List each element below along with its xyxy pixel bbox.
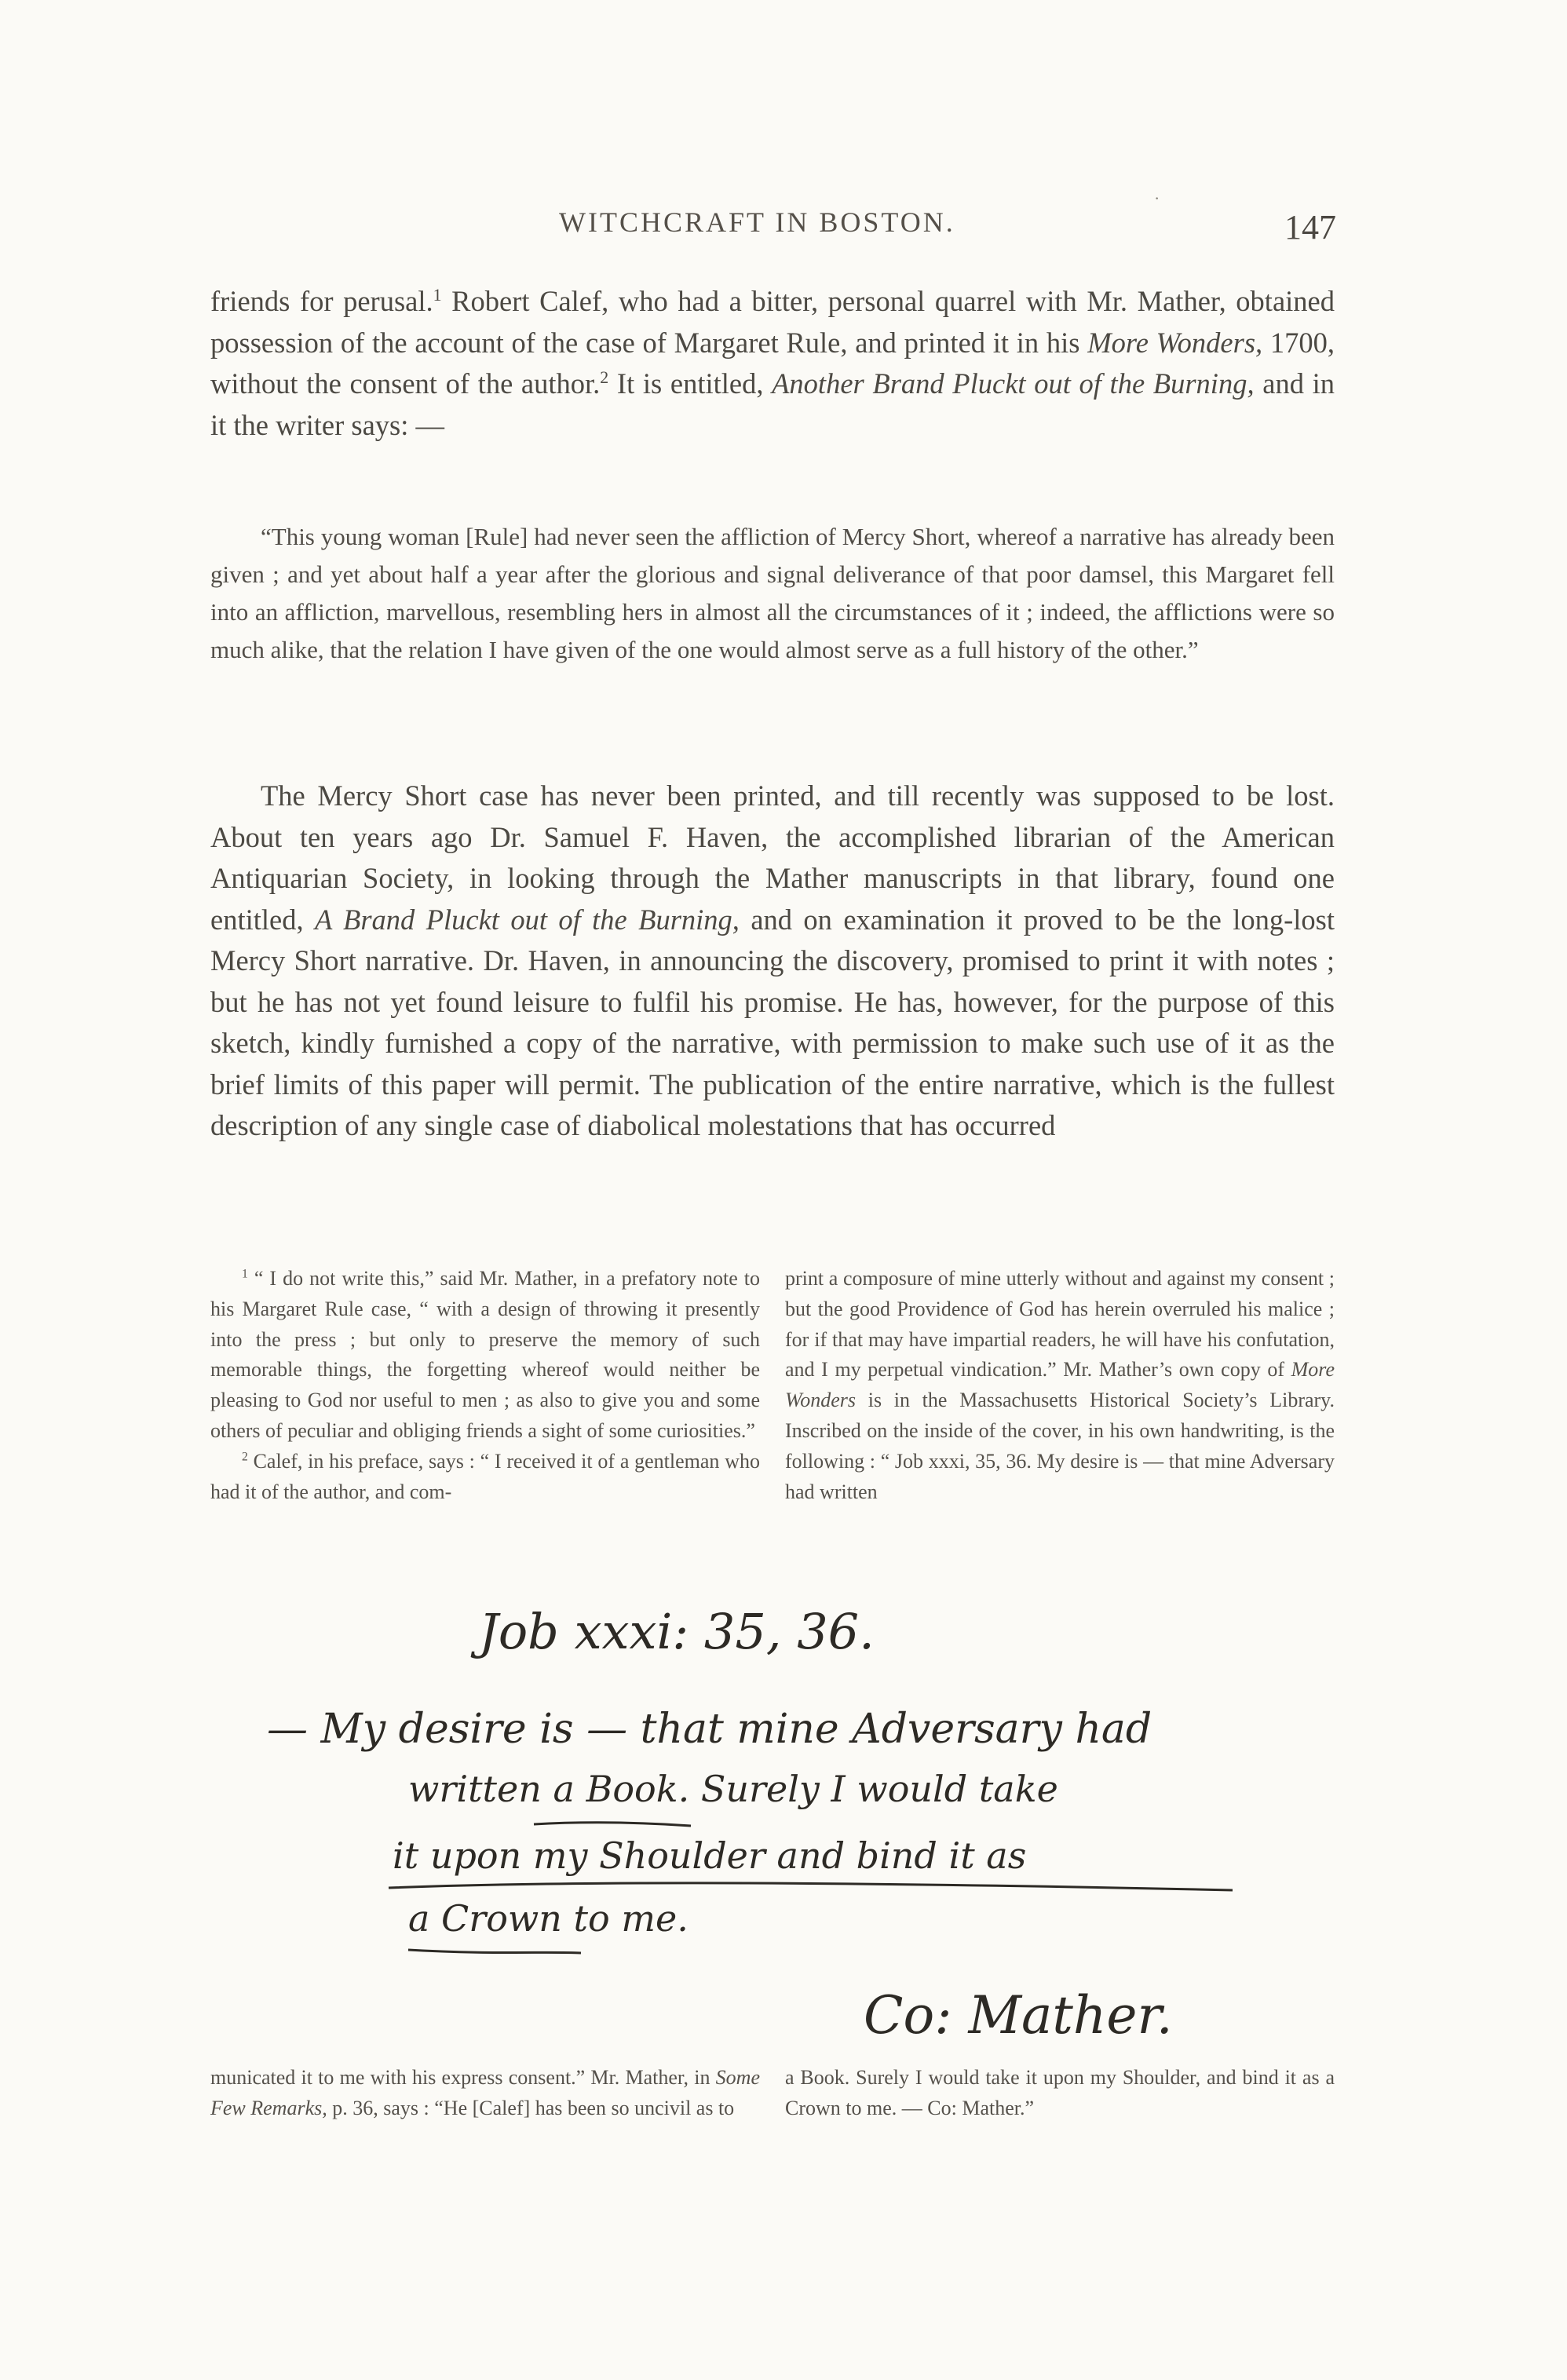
running-title: WITCHCRAFT IN BOSTON. — [559, 206, 955, 238]
book-title-more-wonders: More Wonders, — [1087, 326, 1263, 359]
underline-3 — [534, 1823, 691, 1826]
footnote-column-right — [785, 1264, 1335, 1507]
paragraph-2-text: The Mercy Short case has never been printed, and till recently was supposed to be lost. About ten years ago Dr. Samuel F. Haven, the accomplished librarian of the American Antiquarian Society, in looking through the Mather manuscripts in that library, found one entitled, A Brand Pluckt out of the Burning, and on examination it proved to be the long-lost Mercy Short narrative. Dr. Haven, in announcing the discovery, promised to print it with notes ; but he has not yet found leisure to fulfil his promise. He has, however, for the purpose of this sketch, kindly furnished a copy of the narrative, with permission to make such use of it as the brief limits of this paper will permit. The publication of the entire narrative, which is the fullest description of any single case of diabolical molestations that has occurred — [210, 779, 1335, 1141]
paragraph-1 — [210, 281, 1335, 446]
handwritten-line-4: it upon my Shoulder and bind it as — [393, 1834, 1027, 1877]
footnote-bottom-right: a Book. Surely I would take it upon my Shoulder, and bind it as a Crown to me. — Co: Mather.” — [785, 2066, 1335, 2119]
running-head — [209, 206, 1336, 253]
handwritten-line-5: a Crown to me. — [408, 1897, 689, 1940]
block-quote: “This young woman [Rule] had never seen the affliction of Mercy Short, whereof a narrative has already been given ; and yet about half a year after the glorious and signal deliverance of that poor damsel, this Margaret fell into an affliction, marvellous, resembling hers in almost all the circumstances of it ; indeed, the afflictions were so much alike, that the relation I have given of the one would almost serve as a full history of the other.” — [210, 523, 1335, 663]
handwritten-line-2: — My desire is — that mine Adversary had — [267, 1706, 1152, 1753]
handwriting-svg — [251, 1586, 1335, 2049]
footnote-column-left — [210, 1264, 760, 1507]
footnote-ref-2: 2 — [600, 367, 609, 387]
paper-speck: · — [1154, 188, 1160, 208]
handwritten-facsimile — [251, 1586, 1335, 2049]
footnote-ref-1: 1 — [433, 284, 442, 305]
handwritten-line-1: Job xxxi: 35, 36. — [479, 1603, 875, 1660]
paragraph-1-text: friends for perusal.$^1$ Robert Calef, who had a bitter, personal quarrel with Mr. Mather, obtained possession of the account of the case of Margaret Rule, and printed it in his More Wonders, 1700, without the consent of the author.$^2$ It is entitled, Another Brand Pluckt out of the Burning, and in it the writer says: — — [210, 284, 1335, 441]
book-title-a-brand: A Brand Pluckt out of the Burning, — [315, 903, 740, 936]
handwritten-signature: Co: Mather. — [864, 1985, 1173, 2046]
footnotes-bottom — [210, 2063, 1335, 2124]
footnotes-top — [210, 1264, 1335, 1507]
underline-2 — [408, 1950, 581, 1953]
book-title-another-brand: Another Brand Pluckt out of the Burning, — [772, 367, 1255, 400]
footnote-2-continued: print a composure of mine utterly without and against my consent ; but the good Providence of God has herein overruled his malice ; for if that may have impartial readers, he will have his confutation, and I my perpetual vindication.” Mr. Mather’s own copy of More Wonders is in the Massachusetts Historical Society’s Library. Inscribed on the inside of the cover, in his own handwriting, is the following : “ Job xxxi, 35, 36. My desire is — that mine Adversary had written — [785, 1267, 1335, 1503]
paragraph-2 — [210, 776, 1335, 1147]
footnote-2: $^2$ Calef, in his preface, says : “ I received it of a gentleman who had it of the author, and com- — [210, 1449, 760, 1503]
handwritten-line-3: written a Book. Surely I would take — [408, 1768, 1058, 1810]
footnote-1: $^1$ “ I do not write this,” said Mr. Mather, in a prefatory note to his Margaret Rule case, “ with a design of throwing it presently into the press ; but only to preserve the memory of such memorable things, the forgetting whereof would neither be pleasing to God nor useful to men ; as also to give you and some others of peculiar and obliging friends a sight of some curiosities.” — [210, 1267, 760, 1442]
page-number: 147 — [1284, 208, 1336, 246]
footnote-bottom-left: municated it to me with his express consent.” Mr. Mather, in Some Few Remarks, p. 36, says : “He [Calef] has been so uncivil as to — [210, 2066, 760, 2119]
underline-1 — [389, 1883, 1233, 1890]
